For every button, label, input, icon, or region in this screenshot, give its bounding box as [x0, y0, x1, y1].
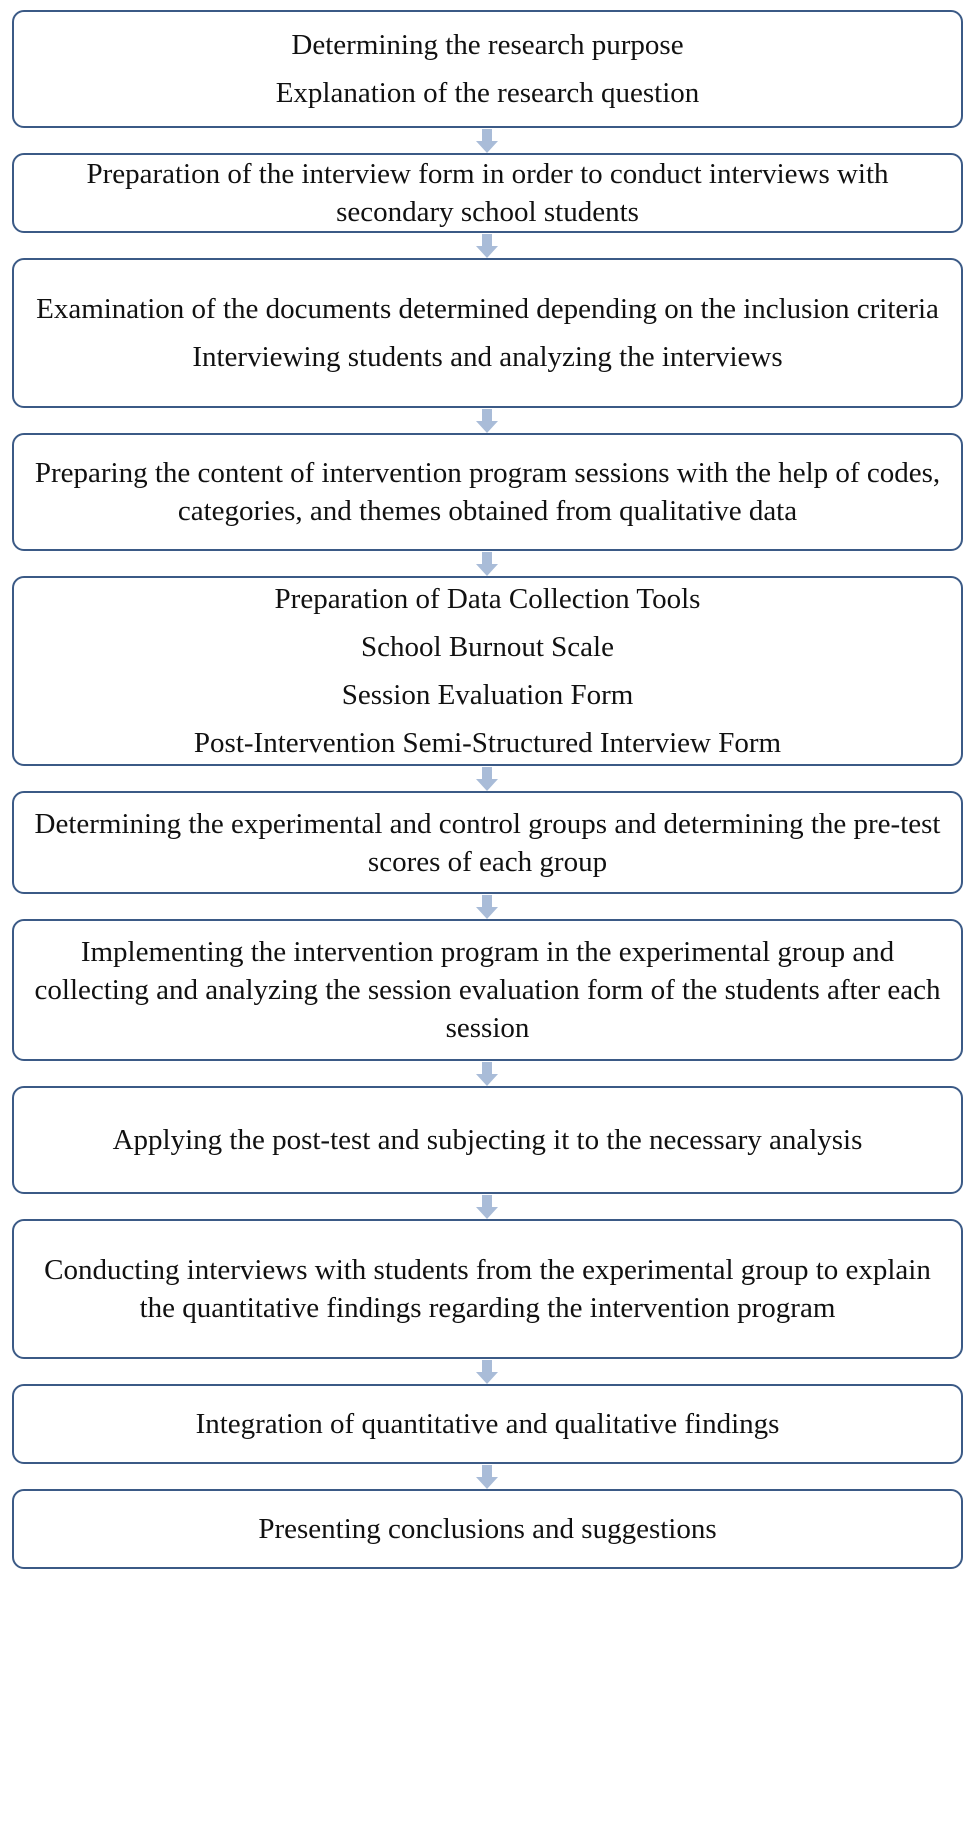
step-8-text: Applying the post-test and subjecting it to the necessary analysis: [112, 1124, 863, 1156]
step-10-text: Integration of quantitative and qualitative findings: [195, 1408, 780, 1440]
step-6-text: Determining the experimental and control groups and determining the pre-test scores of each group: [34, 807, 941, 878]
step-9-text: Conducting interviews with students from the experimental group to explain the quantitative findings regarding the intervention program: [44, 1254, 931, 1324]
down-arrow-icon: [476, 234, 498, 258]
down-arrow-icon: [476, 409, 498, 433]
step-box-9: [12, 1219, 963, 1359]
step-box-5: [12, 576, 963, 766]
step-1-line-1: Determining the research purpose: [291, 29, 684, 61]
step-3-line-2: Interviewing students and analyzing the interviews: [192, 341, 783, 373]
step-1-line-2: Explanation of the research question: [275, 77, 700, 109]
step-5-line-2: School Burnout Scale: [361, 631, 614, 663]
down-arrow-icon: [476, 1360, 498, 1384]
step-2-text: Preparation of the interview form in order to conduct interviews with secondary school students: [86, 158, 889, 228]
step-5-line-3: Session Evaluation Form: [341, 679, 634, 711]
step-7-text: Implementing the intervention program in the experimental group and collecting and analyzing the session evaluation form of the students after each session: [34, 936, 941, 1044]
step-3-line-1: Examination of the documents determined depending on the inclusion criteria: [36, 293, 939, 325]
down-arrow-icon: [476, 895, 498, 919]
down-arrow-icon: [476, 767, 498, 791]
step-box-6: [12, 791, 963, 894]
down-arrow-icon: [476, 1465, 498, 1489]
step-5-line-1: Preparation of Data Collection Tools: [274, 583, 701, 615]
step-4-text: Preparing the content of intervention program sessions with the help of codes, categories, and themes obtained from qualitative data: [34, 457, 941, 527]
down-arrow-icon: [476, 552, 498, 576]
step-box-11: [12, 1489, 963, 1569]
step-box-4: [12, 433, 963, 551]
down-arrow-icon: [476, 1195, 498, 1219]
step-box-8: [12, 1086, 963, 1194]
step-box-10: [12, 1384, 963, 1464]
step-5-line-4: Post-Intervention Semi-Structured Interview Form: [193, 727, 782, 759]
step-box-3: [12, 258, 963, 408]
down-arrow-icon: [476, 1062, 498, 1086]
step-box-1: [12, 10, 963, 128]
step-11-text: Presenting conclusions and suggestions: [258, 1513, 717, 1545]
step-box-7: [12, 919, 963, 1061]
step-box-2: [12, 153, 963, 233]
down-arrow-icon: [476, 129, 498, 153]
